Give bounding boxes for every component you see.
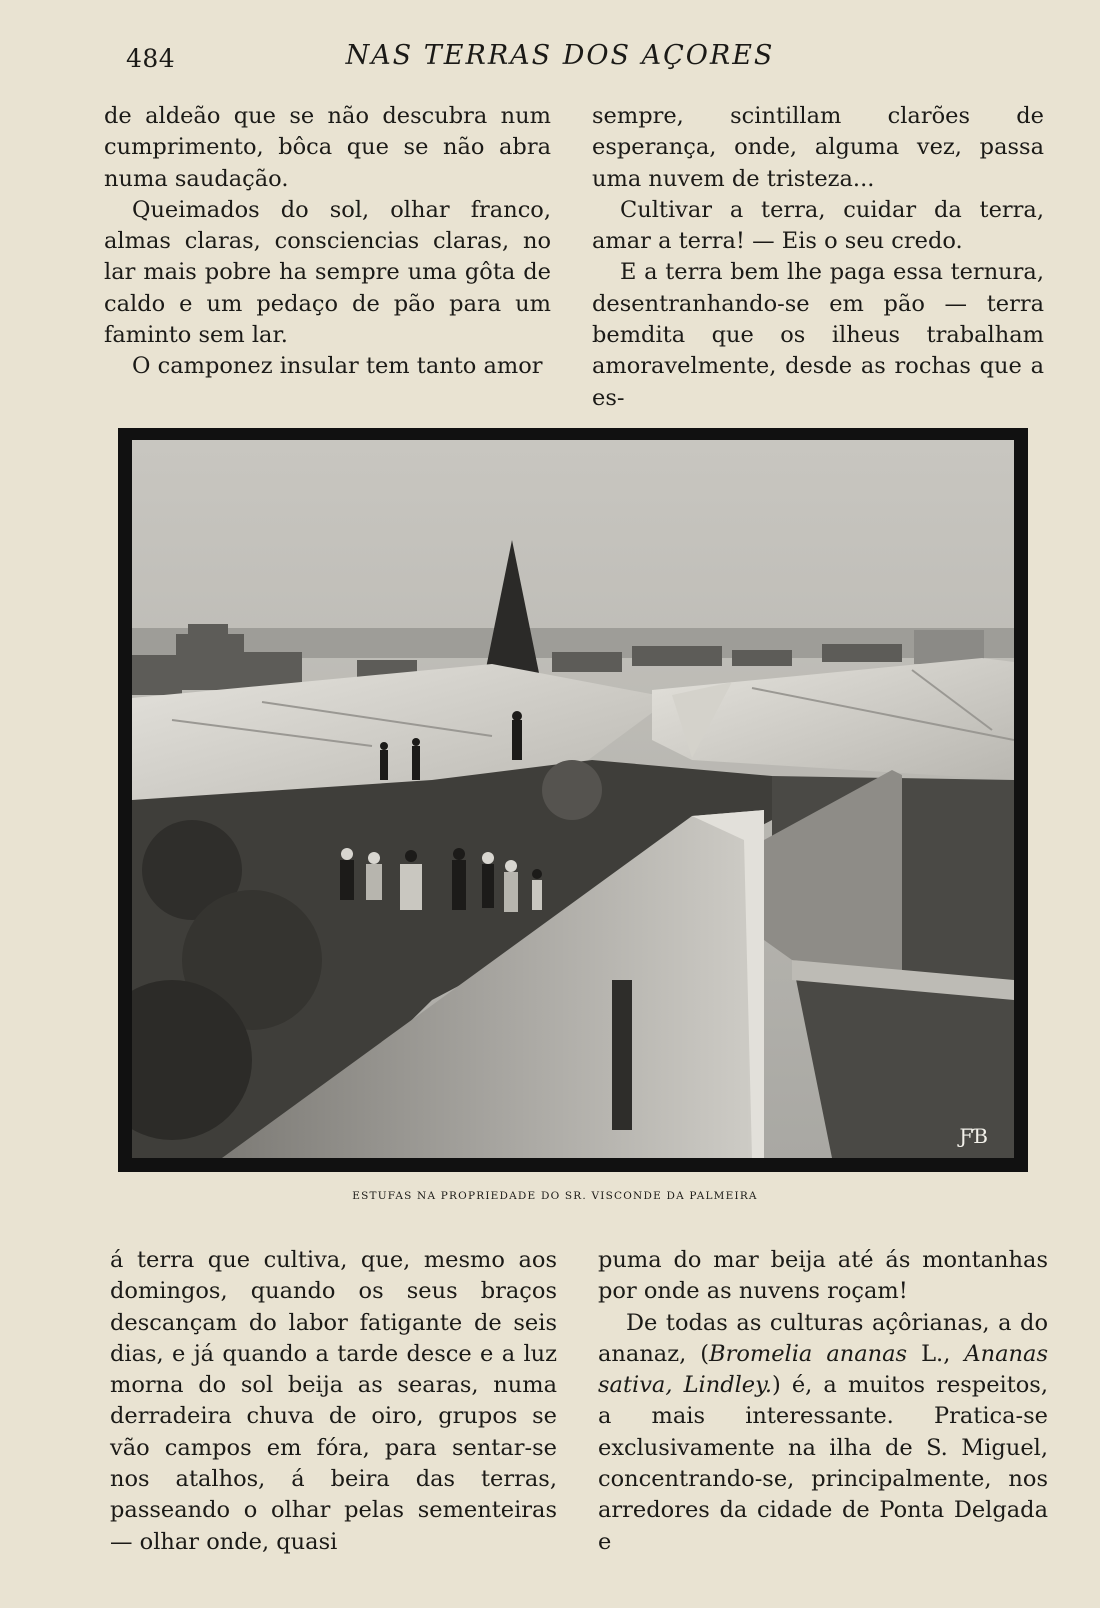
text-column-bottom-left bbox=[110, 1245, 557, 1558]
paragraph bbox=[598, 1308, 1048, 1558]
photographer-monogram: ƑƁ bbox=[959, 1124, 988, 1148]
running-title: NAS TERRAS DOS AÇORES bbox=[345, 40, 775, 71]
text-run: De todas as culturas açôrianas, a do ananaz, ( bbox=[598, 1309, 1048, 1367]
paragraph: E a terra bem lhe paga essa ternura, desentranhando-se em pão — terra bemdita que os ilheus trabalham amoravelmente, desde as rochas que a es- bbox=[592, 259, 1044, 411]
figure-caption: ESTUFAS NA PROPRIEDADE DO SR. VISCONDE DA PALMEIRA bbox=[352, 1190, 758, 1202]
paragraph: Queimados do sol, olhar franco, almas claras, consciencias claras, no lar mais pobre ha sempre uma gôta de caldo e um pedaço de pão para um faminto sem lar. bbox=[104, 196, 551, 349]
text-run: ) é, a muitos respeitos, a mais interessante. Pratica-se exclusivamente na ilha de S. Miguel, concentrando-se, principalmente, nos arredores da cidade de Ponta Delgada e bbox=[598, 1372, 1049, 1555]
paragraph: sempre, scintillam clarões de esperança, onde, alguma vez, passa uma nuvem de tristeza... bbox=[592, 103, 1044, 192]
text-column-bottom-right bbox=[598, 1245, 1048, 1558]
paragraph: á terra que cultiva, que, mesmo aos domingos, quando os seus braços descançam do labor fatigante de seis dias, e já quando a tarde desce e a luz morna do sol beija as searas, numa derradeira chuva de oiro, grupos se vão campos em fóra, para sentar-se nos atalhos, á beira das terras, passeando o olhar pelas sementeiras — olhar onde, quasi bbox=[110, 1247, 557, 1555]
photo-image bbox=[132, 440, 1014, 1158]
italic-term: Bromelia ananas bbox=[709, 1340, 908, 1367]
paragraph: Cultivar a terra, cuidar da terra, amar a terra! — Eis o seu credo. bbox=[592, 196, 1044, 255]
text-column-top-left bbox=[104, 101, 551, 383]
photograph-greenhouses bbox=[118, 428, 1028, 1172]
paragraph: O camponez insular tem tanto amor bbox=[132, 353, 543, 380]
text-column-top-right bbox=[592, 101, 1044, 414]
page-number: 484 bbox=[126, 44, 176, 73]
paragraph: puma do mar beija até ás montanhas por onde as nuvens roçam! bbox=[598, 1247, 1048, 1305]
paragraph: de aldeão que se não descubra num cumprimento, bôca que se não abra numa saudação. bbox=[104, 103, 551, 192]
italic-term: Ananas sativa, Lindley. bbox=[598, 1340, 1048, 1399]
text-run: L., bbox=[907, 1340, 965, 1367]
